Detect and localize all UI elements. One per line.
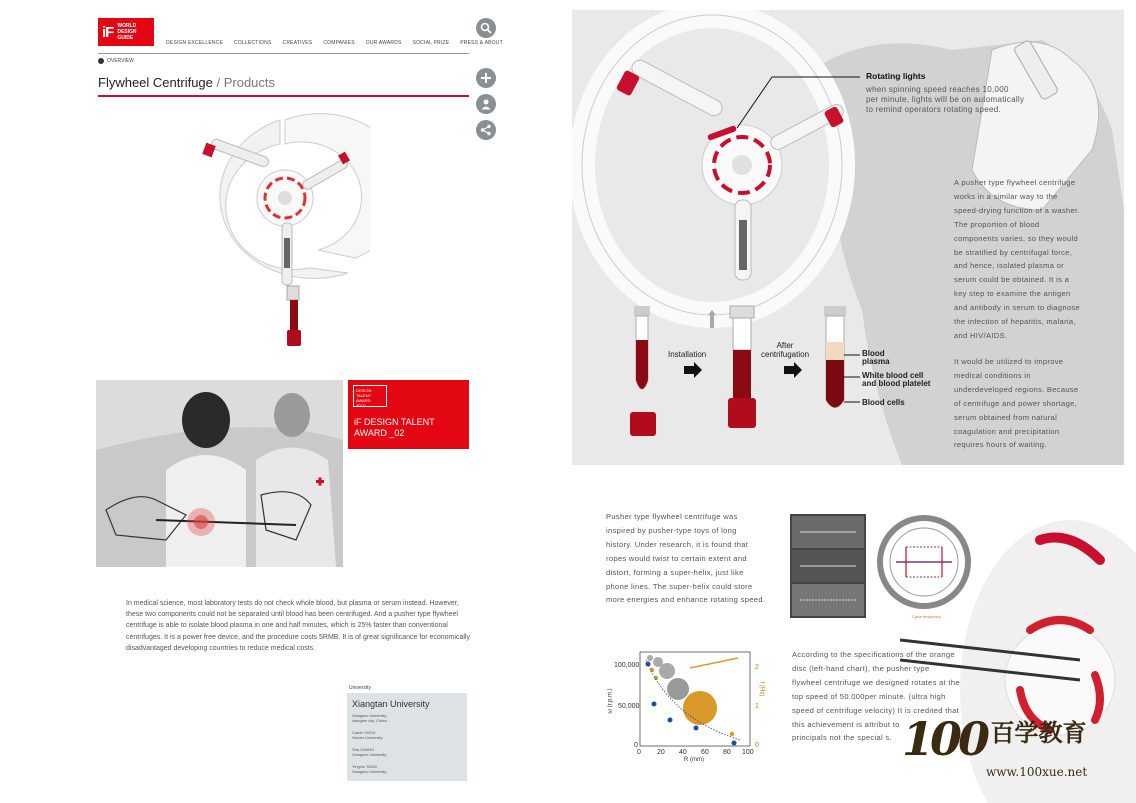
team-entry: Yingxin TANG Xiangtan University [352, 764, 387, 774]
label-blood-plasma: Blood plasma [862, 349, 890, 366]
watermark-number: 100 [902, 712, 987, 766]
installation-label: Installation [668, 350, 707, 359]
nav-companies[interactable]: COMPANIES [323, 40, 355, 46]
product-description: In medical science, most laboratory tests do not check whole blood, but plasma or serum instead. However, these two components could not be separated until blood has been centrifuged. And a pusher type flywheel centrifuge is able to isolate blood plasma in one and half minutes, which is 25% faster than conventional centrifuges. It is a power free device, and the procedure costs 5RMB. It is of great significance for economically disadvantaged developing countries to reduce medical costs. [126, 600, 470, 652]
label-white-blood-cell: White blood cell and blood platelet [862, 371, 931, 388]
x-axis-label: R (mm) [684, 757, 704, 763]
user-icon[interactable] [476, 94, 496, 114]
main-nav [166, 40, 503, 46]
poster-text-1: A pusher type flywheel centrifuge works in a similar way to the speed-drying function of a washer. The proportion of blood components varies, so they would be stratified by centrifugal force, and hence, isolated plasma or serum could be obtained. It is a key step to examine the antigen and antibody in serum to diagnose the infection of hepatitis, malaria, and HIV/AIDS. [954, 178, 1080, 340]
overview-bullet-icon [98, 58, 104, 64]
rotating-lights-title: Rotating lights [866, 71, 926, 81]
label-blood-cells: Blood cells [862, 398, 905, 407]
nav-social-prize[interactable]: SOCIAL PRIZE [412, 40, 450, 46]
award-badge [348, 380, 469, 449]
ytick: 100,000 [614, 662, 640, 669]
plus-icon[interactable] [476, 68, 496, 88]
watermark-logo [902, 712, 1086, 766]
university-name: Xiangtan University [352, 699, 430, 709]
university-card [347, 693, 467, 781]
xtick: 80 [723, 749, 731, 756]
ytick: 0 [634, 742, 638, 749]
xtick: 40 [679, 749, 687, 756]
cycle-label: Cycle frequency [912, 614, 941, 619]
watermark-url: www.100xue.net [986, 765, 1088, 779]
rope-twist-photos [790, 514, 866, 618]
y2tick: 1 [755, 703, 759, 710]
xtick: 60 [701, 749, 709, 756]
search-icon[interactable] [476, 18, 496, 38]
nav-design-excellence[interactable]: DESIGN EXCELLENCE [166, 40, 224, 46]
cycle-diagram [876, 512, 976, 622]
speed-chart-labels [607, 648, 772, 766]
team-entry: Xiangtan University xiangtan city, China [352, 713, 387, 723]
y2-axis-label: f (Hz) [758, 681, 765, 697]
spec-text: According to the specifications of the orange disc (left-hand chart), the pusher type flywheel centrifuge we designed rotates at the top speed of 50.000per minute. (ultra high speed of centrifuge velocity) It is credited that this achievement is attribut to principals not the special s. [792, 650, 960, 743]
watermark-cn: 百学教育 [990, 720, 1087, 747]
award-tag: DESIGN TALENT AWARD 2017 [353, 385, 387, 407]
title-underline [98, 95, 469, 97]
page-title: Flywheel Centrifuge / Products [98, 75, 276, 90]
university-heading: University [349, 685, 371, 691]
nav-press-about[interactable]: PRESS & ABOUT [460, 40, 503, 46]
share-icon[interactable] [476, 120, 496, 140]
ytick: 50,000 [618, 703, 640, 710]
xtick: 100 [742, 749, 754, 756]
team-entry: Sha ZHANG Xiangtan University [352, 747, 387, 757]
y2tick: 0 [755, 742, 759, 749]
nav-collections[interactable]: COLLECTIONS [234, 40, 272, 46]
header-divider [98, 53, 469, 54]
nav-our-awards[interactable]: OUR AWARDS [365, 40, 402, 46]
logo-text: WORLD DESIGN GUIDE [117, 23, 137, 41]
inspired-text: Pusher type flywheel centrifuge was inspired by pusher-type toys of long history. Under research, it is found that ropes would twist to certain extent and distort, forming a super-helix, just like phone lines. The super-helix could store more energies and enhance rotating speed. [606, 512, 766, 605]
logo-mark: iF [102, 23, 114, 41]
doctor-patient-photo [96, 380, 343, 567]
xtick: 0 [637, 749, 641, 756]
nav-creatives[interactable]: CREATIVES [282, 40, 313, 46]
poster-panel [572, 10, 1124, 465]
after-centrifugation-label: After centrifugation [761, 341, 810, 359]
y-axis-label: ω (r.p.m.) [607, 688, 614, 714]
y2tick: 2 [755, 664, 759, 671]
rotating-lights-text: when spinning speed reaches 10,000 per minute, lights will be on automatically to remind operators rotating speed. [866, 85, 1025, 114]
award-label: iF DESIGN TALENT AWARD _02 [354, 417, 435, 438]
xtick: 20 [657, 749, 665, 756]
team-entry: Caizhi ZHOU Hunan University [352, 730, 383, 740]
overview-link[interactable]: OVERVIEW [98, 58, 134, 64]
if-logo[interactable] [98, 18, 154, 46]
poster-text-2: It would be utilized to improve medical conditions in underdeveloped regions. Because of centrifuge and power shortage, serum obtained from natural coagulation and precipitation requires hours of waiting. [954, 357, 1079, 450]
centrifuge-product-image [190, 108, 370, 358]
